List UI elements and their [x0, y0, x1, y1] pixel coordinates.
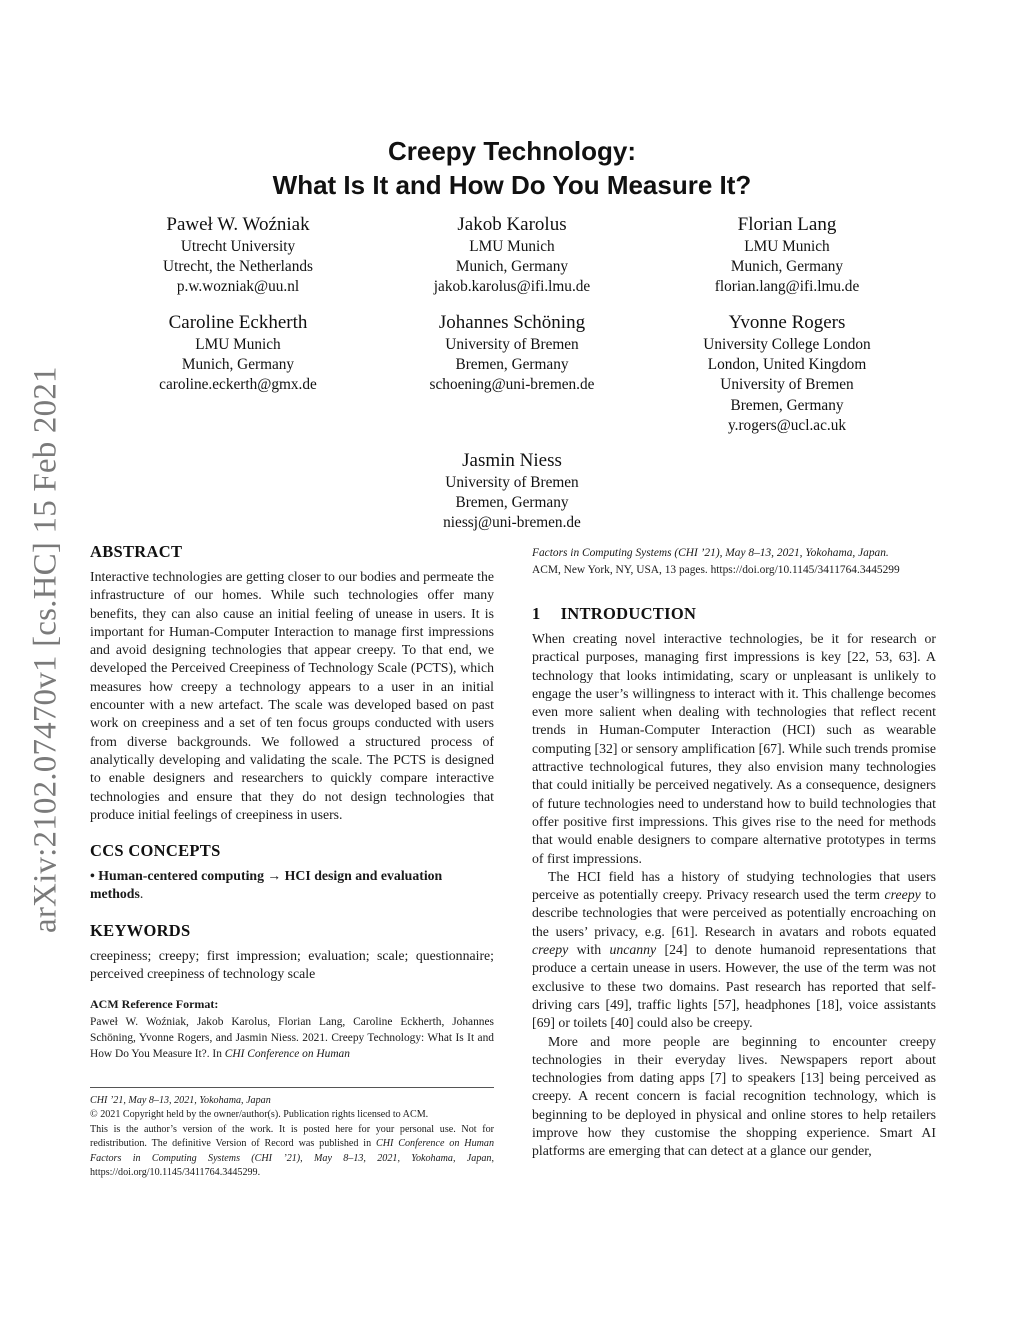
keywords-text: creepiness; creepy; first impression; evaluation; scale; questionnaire; perceived creepiness of technology scale	[90, 947, 494, 982]
intro-paragraph-1: When creating novel interactive technologies, be it for research or practical purposes, managing first impressions is key [22, 53, 63]. A technology that looks intimidating, scary or unpleasant is unlikely to engage the user’s willingness to interact with it. This challenge becomes even more salient when dealing with technologies that reflect recent trends in Human-Computer Interaction (HCI) such as wearable computing [32] or sensory amplification [67]. While such trends promise attractive technological futures, they also envision many technologies that could initially be perceived negatively. As a consequence, designers of future technologies need to understand how to build technologies that offer positive first impressions. This gives rise to the need for methods that would enable designers to compare alternative prototypes in terms of first impressions.	[532, 631, 936, 866]
author-location: Utrecht, the Netherlands	[163, 258, 313, 276]
introduction-heading	[532, 603, 936, 625]
author-email: caroline.eckerth@gmx.de	[159, 376, 317, 394]
author-name: Caroline Eckherth	[168, 312, 308, 333]
intro-p2-d: [24] to denote humanoid representations that produce a certain unease in users. However, the use of the term was not exclusive to these two domains. Past research has reported that self-driving cars [49], traffic lights [57], headphones [18], voice assistants [69] or toilets [40] could also be creepy.	[532, 942, 936, 1031]
intro-p2-c: with	[568, 942, 610, 958]
author-affiliation: Utrecht University	[180, 238, 296, 255]
title-line-2: What Is It and How Do You Measure It?	[272, 170, 752, 200]
section-title: INTRODUCTION	[560, 604, 697, 623]
author-name: Jasmin Niess	[462, 450, 562, 471]
author-email: p.w.wozniak@uu.nl	[176, 278, 300, 296]
author-email: jakob.karolus@ifi.lmu.de	[433, 278, 591, 296]
author-affiliation: University of Bremen	[445, 474, 579, 491]
ccs-concept: Human-centered computing → HCI design and evaluation methods	[90, 868, 443, 902]
author-affiliation: University of Bremen	[445, 336, 579, 353]
author-email: florian.lang@ifi.lmu.de	[714, 278, 860, 296]
author-affiliation: University College London	[703, 336, 871, 353]
acm-reference-authors: Paweł W. Woźniak, Jakob Karolus, Florian Lang, Caroline Eckherth, Johannes Schöning, Yvonne Rogers, and Jasmin Niess. 2021. Creepy Technology: What Is It and How Do You Measure It?. In	[90, 1016, 494, 1061]
section-number: 1	[532, 604, 541, 623]
author-block	[657, 310, 917, 436]
author-affiliation-2: University of Bremen	[720, 376, 854, 394]
abstract-heading: ABSTRACT	[90, 542, 183, 561]
author-affiliation: LMU Munich	[195, 336, 281, 353]
author-location: Munich, Germany	[181, 356, 295, 374]
title-line-1: Creepy Technology:	[387, 136, 636, 166]
acm-reference-heading: ACM Reference Format:	[90, 997, 219, 1012]
author-email: schoening@uni-bremen.de	[429, 376, 595, 394]
intro-term-creepy: creepy	[884, 887, 921, 903]
acm-reference-publisher: ACM, New York, NY, USA, 13 pages. https://doi.org/10.1145/3411764.3445299	[532, 564, 900, 576]
footnote-version	[90, 1123, 494, 1181]
right-column	[532, 545, 936, 1161]
author-location: Bremen, Germany	[455, 494, 569, 512]
acm-reference-text	[90, 1014, 494, 1062]
author-block	[382, 212, 642, 298]
ccs-heading: CCS CONCEPTS	[90, 841, 221, 861]
author-block	[108, 310, 368, 396]
intro-term-creepy-2: creepy	[532, 942, 569, 958]
footnote-doi: , https://doi.org/10.1145/3411764.3445299.	[90, 1152, 494, 1179]
footnote-proceedings: CHI Conference on Human Factors in Computing Systems (CHI ’21), May 8–13, 2021, Yokohama, Japan	[90, 1138, 494, 1164]
author-name: Jakob Karolus	[457, 214, 567, 235]
author-location: Bremen, Germany	[455, 356, 569, 374]
left-column	[90, 541, 494, 1062]
author-location: London, United Kingdom	[707, 356, 867, 374]
footnote-version-text: This is the author’s version of the work. It is posted here for your personal use. Not for redistribution. The definitive Version of Record was published in	[90, 1123, 494, 1150]
author-location-2: Bremen, Germany	[730, 396, 844, 414]
author-name: Paweł W. Woźniak	[166, 214, 310, 235]
author-email: niessj@uni-bremen.de	[443, 514, 581, 532]
author-name: Florian Lang	[737, 214, 837, 235]
abstract-text: Interactive technologies are getting closer to our bodies and permeate the infrastructure of our homes. While such technologies offer many benefits, they can also cause an initial feeling of unease in users. It is important for Human-Computer Interaction to manage first impressions and avoid designing technologies that appear creepy. To that end, we developed the Perceived Creepiness of Technology Scale (PCTS), which measures how creepy a technology appears to a user in an initial encounter with a new artefact. The scale was developed based on past work on creepiness and a set of ten focus groups conducted with users from diverse backgrounds. We followed a structured process of analytically developing and validating the scale. The PCTS is designed to enable designers and researchers to quickly compare interactive technologies and ensure that they do not design technologies that produce initial feelings of creepiness in users.	[90, 569, 494, 822]
intro-paragraph-2	[532, 868, 936, 1033]
footnote-conference: CHI ’21, May 8–13, 2021, Yokohama, Japan	[90, 1095, 271, 1106]
keywords-heading: KEYWORDS	[90, 920, 191, 940]
intro-p2-b: to describe technologies that were perceived as potentially encroaching on the users’ privacy, e.g. [61]. Research in avatars and robots equated	[532, 887, 936, 939]
author-block	[382, 448, 642, 534]
author-block	[657, 212, 917, 298]
author-affiliation: LMU Munich	[744, 238, 830, 255]
author-affiliation: LMU Munich	[469, 238, 555, 255]
ccs-bullet: •	[90, 868, 95, 884]
acm-reference-venue: CHI Conference on Human	[224, 1048, 350, 1061]
ccs-text	[90, 867, 494, 904]
author-block	[382, 310, 642, 396]
author-block	[108, 212, 368, 298]
paper-title	[160, 134, 864, 202]
author-name: Johannes Schöning	[438, 312, 586, 333]
footnote-copyright: © 2021 Copyright held by the owner/author(s). Publication rights licensed to ACM.	[90, 1109, 429, 1121]
intro-term-uncanny: uncanny	[609, 942, 657, 958]
acm-reference-venue-continued: Factors in Computing Systems (CHI ’21), May 8–13, 2021, Yokohama, Japan.	[532, 547, 889, 559]
intro-p2-a: The HCI field has a history of studying technologies that users perceive as potentially creepy. Privacy research used the term	[532, 868, 936, 903]
ccs-period: .	[139, 886, 144, 902]
author-email: y.rogers@ucl.ac.uk	[727, 416, 846, 434]
author-name: Yvonne Rogers	[728, 312, 846, 333]
acm-reference-continued	[532, 545, 936, 579]
copyright-footnote	[90, 1087, 494, 1180]
intro-paragraph-3: More and more people are beginning to encounter creepy technologies in their everyday lives. Newspapers report about technologies from dating apps [7] to speakers [13] being perceived as creepy. A recent concern is facial recognition technology, which is beginning to be deployed in physical and online stores to help retailers improve how they customise the shopping experience. Smart AI platforms are emerging that can detect at a glance our gender,	[532, 1033, 936, 1159]
author-location: Munich, Germany	[730, 258, 844, 276]
arxiv-stamp: arXiv:2102.07470v1 [cs.HC] 15 Feb 2021	[27, 366, 64, 934]
author-location: Munich, Germany	[455, 258, 569, 276]
